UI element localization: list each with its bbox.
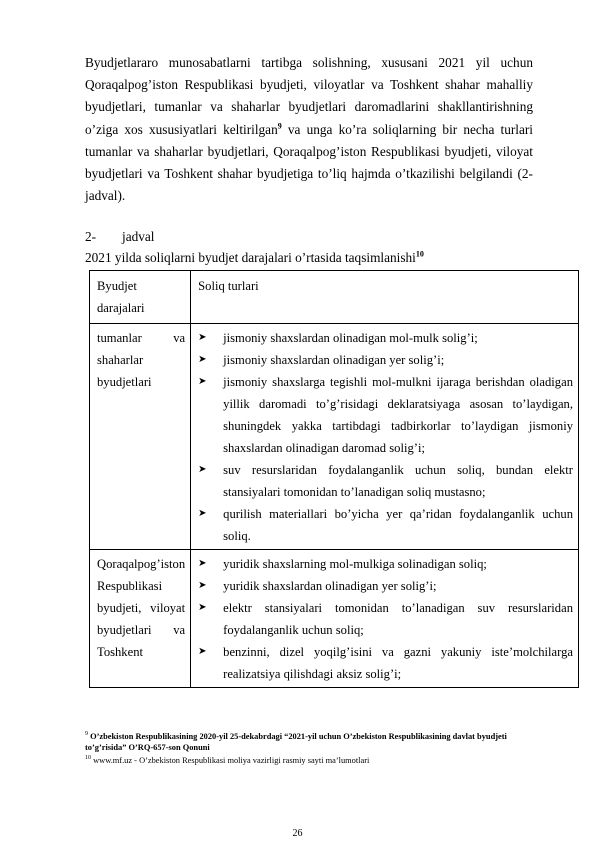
tax-item-text: suv resurslaridan foydalanganlik uchun soliq, bundan elektr stansiyalari tomonidan to’lanadigan soliq mustasno;	[223, 463, 573, 499]
budget-level-cell	[90, 550, 191, 688]
footnote-number: 10	[85, 755, 91, 761]
tax-item	[198, 641, 573, 685]
arrow-right-icon: ➤	[198, 580, 207, 591]
budget-level-text: tumanlar va shaharlar byudjetlari	[97, 331, 186, 389]
intro-text: Byudjetlararo munosabatlarni tartibga solishning, xususani 2021 yil uchun Qoraqalpog’iston Respublikasi byudjeti, viloyatlar va Toshkent shahar mahalliy byudjetlari, tumanlar va shaharlar byudjetlari daromadlarini shakllantirishning o’ziga xos xususiyatlari keltirilgan	[85, 55, 533, 137]
footnote-ref-10[interactable]: 10	[415, 249, 424, 259]
header-tax-types: Soliq turlari	[191, 271, 579, 324]
footnote-number: 9	[85, 731, 88, 737]
arrow-right-icon: ➤	[198, 602, 207, 613]
tax-item	[198, 371, 573, 459]
header-budget-levels: Byudjet darajalari	[90, 271, 191, 324]
tax-list	[198, 553, 573, 685]
tax-item	[198, 597, 573, 641]
arrow-right-icon: ➤	[198, 558, 207, 569]
tax-types-cell	[191, 324, 579, 550]
tax-item-text: yuridik shaxslardan olinadigan yer solig’i;	[223, 579, 437, 593]
budget-level-cell	[90, 324, 191, 550]
tax-distribution-table	[89, 270, 579, 688]
arrow-right-icon: ➤	[198, 464, 207, 475]
tax-list	[198, 327, 573, 547]
budget-level-text: Qoraqalpog’iston Respublikasi byudjeti, viloyat byudjetlari va Toshkent	[97, 557, 186, 659]
footnote-text: O’zbekiston Respublikasining 2020-yil 25-dekabrdagi “2021-yil uchun O’zbekiston Respublikasining davlat byudjeti to’g’risida” O’RQ-657-son Qonuni	[85, 731, 507, 752]
arrow-right-icon: ➤	[198, 354, 207, 365]
footnote-10	[85, 753, 545, 766]
tax-item-text: yuridik shaxslarning mol-mulkiga solinadigan soliq;	[223, 557, 487, 571]
tax-item	[198, 349, 573, 371]
table-number: 2-	[85, 229, 97, 244]
table-title-text: 2021 yilda soliqlarni byudjet darajalari o’rtasida taqsimlanishi	[85, 250, 416, 265]
footnote-text: www.mf.uz - O’zbekiston Respublikasi moliya vazirligi rasmiy sayti ma’lumotlari	[93, 755, 370, 765]
footnote-ref-9[interactable]: 9	[277, 121, 282, 131]
tax-item	[198, 327, 573, 349]
table-header-row	[90, 271, 579, 324]
tax-item-text: qurilish materiallari bo’yicha yer qa’ridan foydalanganlik uchun soliq.	[223, 507, 573, 543]
table-row	[90, 550, 579, 688]
intro-text-continued: va unga ko’ra soliqlarning bir necha turlari tumanlar va shaharlar byudjetlari, Qoraqalpog’iston Respublikasi byudjeti, viloyat byudjetlari va Toshkent shahar byudjetiga to’liq hajmda o’tkazilishi belgilandi (2-jadval).	[85, 121, 533, 204]
tax-item	[198, 575, 573, 597]
tax-item	[198, 503, 573, 547]
tax-types-cell	[191, 550, 579, 688]
tax-item	[198, 459, 573, 503]
tax-item-text: elektr stansiyalari tomonidan to’lanadigan suv resurslaridan foydalanganlik uchun soliq;	[223, 601, 573, 637]
arrow-right-icon: ➤	[198, 646, 207, 657]
tax-item-text: benzinni, dizel yoqilg’isini va gazni yakuniy iste’molchilarga realizatsiya qilishdagi aksiz solig’i;	[223, 645, 573, 681]
page-number: 26	[292, 828, 303, 839]
tax-item-text: jismoniy shaxslardan olinadigan yer solig’i;	[223, 353, 445, 367]
intro-paragraph	[85, 52, 533, 207]
table-row	[90, 324, 579, 550]
arrow-right-icon: ➤	[198, 508, 207, 519]
table-title	[85, 249, 424, 267]
tax-item	[198, 553, 573, 575]
arrow-right-icon: ➤	[198, 376, 207, 387]
arrow-right-icon: ➤	[198, 332, 207, 343]
table-word: jadval	[122, 229, 155, 244]
footnote-9	[85, 729, 545, 753]
tax-item-text: jismoniy shaxslardan olinadigan mol-mulk solig’i;	[223, 331, 478, 345]
tax-item-text: jismoniy shaxslarga tegishli mol-mulkni ijaraga berishdan oladigan yillik daromadi to’g’risidagi deklaratsiyaga asosan to’laydigan, shuningdek yakka tartibdagi tadbirkorlar to’laydigan jismoniy shaxslardan olinadigan daromad solig’i;	[223, 375, 573, 455]
